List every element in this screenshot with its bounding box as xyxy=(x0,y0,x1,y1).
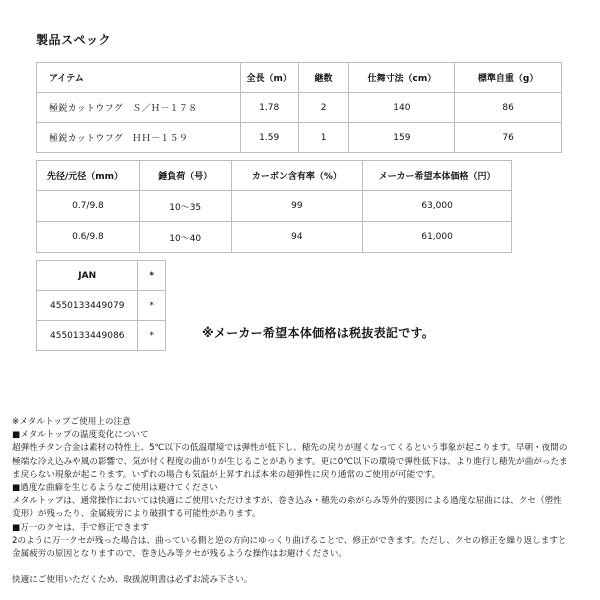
cell-price: 63,000 xyxy=(363,191,512,222)
cell-mark: * xyxy=(138,291,166,321)
cell-price: 61,000 xyxy=(363,222,512,253)
cell-item: 極鋭カットウフグ ＨＨ－１５９ xyxy=(37,123,241,153)
cell-carbon-content: 94 xyxy=(231,222,363,253)
cell-weight: 86 xyxy=(455,93,562,123)
header-mark: * xyxy=(138,261,166,291)
cell-jan-code: 4550133449086 xyxy=(37,321,138,351)
page-title: 製品スペック xyxy=(36,33,112,47)
detail-table xyxy=(36,160,512,253)
cell-jan-code: 4550133449079 xyxy=(37,291,138,321)
cell-weight: 76 xyxy=(455,123,562,153)
notes-text: メタルトップは、通常操作においては快適にご使用いただけますが、巻き込み・穂先の糸がらみ等外的要因による過度な屈曲には、クセ（塑性 xyxy=(12,496,562,507)
header-jan: JAN xyxy=(37,261,138,291)
header-weight: 標準自重（g） xyxy=(455,63,562,93)
tax-note: ※メーカー希望本体価格は税抜表記です。 xyxy=(202,326,435,340)
spec-table xyxy=(36,62,562,153)
notes-text: 超弾性チタン合金は素材の特性上、5℃以下の低温環境では弾性が低下し、穂先の戻りが遅くなってくるという事象が起こります。早朝・夜間の xyxy=(12,443,568,454)
header-item: アイテム xyxy=(37,63,241,93)
notes-text: 2のように万一クセが残った場合は、曲っている側と逆の方向にゆっくり曲げることで、修正ができます。ただし、クセの修正を繰り返しますと xyxy=(12,535,567,546)
cell-length: 1.78 xyxy=(240,93,298,123)
table-row xyxy=(37,291,166,321)
header-closed-length: 仕舞寸法（cm） xyxy=(349,63,455,93)
notes-text: 極端な冷え込みや風の影響で、気が付く程度の曲がりが生じることがあります。更に0℃以下の環境で弾性低下は、より進行し穂先が曲がったま xyxy=(12,456,568,467)
header-length: 全長（m） xyxy=(240,63,298,93)
header-sinker-load: 錘負荷（号） xyxy=(139,161,231,191)
table-row xyxy=(37,222,512,253)
cell-mark: * xyxy=(138,321,166,351)
notes-subheading: ■メタルトップの温度変化について xyxy=(12,430,149,441)
cell-length: 1.59 xyxy=(240,123,298,153)
table-header-row xyxy=(37,161,512,191)
table-row xyxy=(37,93,562,123)
notes-subheading: ■万一のクセは、手で修正できます xyxy=(12,522,150,533)
cell-sinker-load: 10〜40 xyxy=(139,222,231,253)
cell-item: 極鋭カットウフグ Ｓ／Ｈ－１７８ xyxy=(37,93,241,123)
table-row xyxy=(37,123,562,153)
closing-note: 快適にご使用いただくため、取扱説明書は必ずお読み下さい。 xyxy=(12,575,253,585)
notes-heading: ※メタルトップご使用上の注意 xyxy=(12,417,131,427)
cell-closed-length: 159 xyxy=(349,123,455,153)
table-header-row xyxy=(37,63,562,93)
cell-pieces: 1 xyxy=(298,123,349,153)
cell-carbon-content: 99 xyxy=(231,191,363,222)
table-header-row xyxy=(37,261,166,291)
header-price: メーカー希望本体価格（円） xyxy=(363,161,512,191)
table-row xyxy=(37,321,166,351)
notes-text: 金属疲労の原因となりますので、巻き込み等クセが残るような操作はお避けください。 xyxy=(12,549,347,560)
cell-pieces: 2 xyxy=(298,93,349,123)
notes-text: ま戻らない現象が起こります。いずれの場合も気温が上昇すれば本来の超弾性に戻り通常のご使用が可能です。 xyxy=(12,469,441,480)
header-tip-butt-diameter: 先径/元径（mm） xyxy=(37,161,140,191)
cell-tip-butt-diameter: 0.6/9.8 xyxy=(37,222,140,253)
header-carbon-content: カーボン含有率（%） xyxy=(231,161,363,191)
cell-tip-butt-diameter: 0.7/9.8 xyxy=(37,191,140,222)
header-pieces: 継数 xyxy=(298,63,349,93)
jan-table xyxy=(36,260,166,351)
table-row xyxy=(37,191,512,222)
cell-closed-length: 140 xyxy=(349,93,455,123)
cell-sinker-load: 10〜35 xyxy=(139,191,231,222)
notes-subheading: ■過度な曲癖を生じるようなご使用は避けてください xyxy=(12,483,218,494)
notes-text: 変形）が残ったり、金属疲労により破損する可能性があります。 xyxy=(12,509,261,520)
usage-notes xyxy=(12,416,592,561)
